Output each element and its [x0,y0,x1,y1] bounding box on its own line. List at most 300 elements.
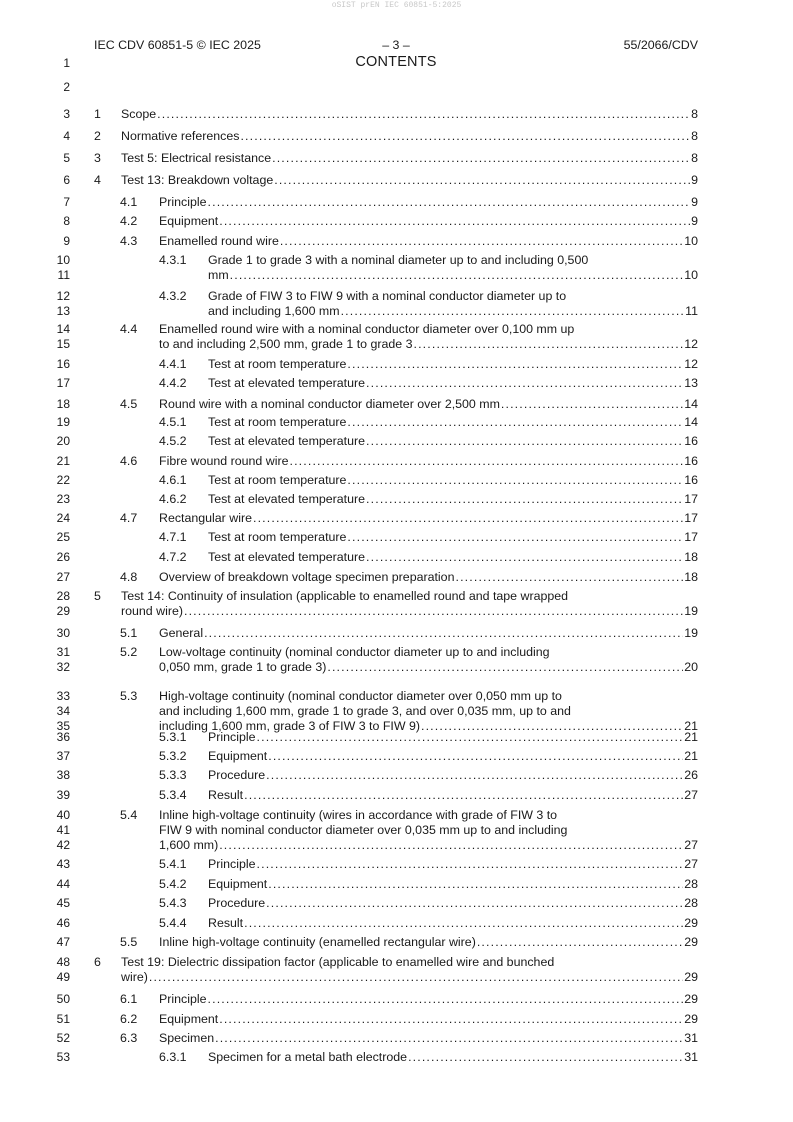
line-number: 44 [56,877,70,891]
toc-entry-text [208,749,698,764]
line-number: 16 [56,357,70,371]
line-number: 30 [56,626,70,640]
dot-leader [274,173,690,188]
toc-entry-title: Test at elevated temperature [208,492,366,506]
toc-entry-title-last-line [159,1012,698,1027]
toc-entry[interactable] [120,195,698,210]
dot-leader [347,357,683,372]
toc-entry-text [208,376,698,391]
toc-entry[interactable] [159,749,698,764]
toc-entry[interactable] [159,1050,698,1065]
toc-entry-title-last-line [159,660,698,675]
toc-entry-text [121,129,698,144]
line-number: 9 [63,234,70,248]
toc-entry-page: 28 [684,896,698,910]
line-number: 5 [63,151,70,165]
toc-entry-title: to and including 2,500 mm, grade 1 to grade 3 [159,337,413,351]
toc-entry-title-last-line [208,1050,698,1065]
toc-entry-title-line [159,645,698,660]
toc-entry-page: 14 [684,397,698,411]
toc-entry-page: 29 [684,992,698,1006]
toc-entry[interactable] [94,151,698,166]
toc-entry-page: 11 [685,304,698,318]
toc-entry-text [208,415,698,430]
toc-entry-page: 17 [684,492,698,506]
toc-entry-title-last-line [159,1031,698,1046]
toc-entry-title: Result [208,916,244,930]
toc-entry-title-last-line [208,916,698,931]
line-number: 27 [56,570,70,584]
toc-entry-number: 4.6 [120,454,138,468]
dot-leader [501,397,683,412]
toc-entry-text [208,730,698,745]
toc-entry-title: Enamelled round wire [159,234,279,248]
toc-entry-number: 5.4.2 [159,877,187,891]
toc-entry-number: 4.7.2 [159,550,187,564]
toc-entry-page: 18 [684,550,698,564]
toc-entry-text [208,289,698,319]
toc-entry-text [159,214,698,229]
toc-entry-title-last-line [159,337,698,352]
toc-entry[interactable] [159,916,698,931]
dot-leader [204,626,683,641]
dot-leader [244,788,683,803]
watermark: oSIST prEN IEC 60851-5:2025 [331,1,462,10]
toc-entry-title: Test at room temperature [208,415,347,429]
dot-leader [477,935,683,950]
toc-entry-title-last-line [208,530,698,545]
toc-entry-number: 4.1 [120,195,138,209]
toc-entry-text [121,151,698,166]
line-number: 25 [56,530,70,544]
toc-entry-title: wire) [121,970,148,984]
line-number: 35 [56,719,70,734]
line-number: 33 [56,689,70,703]
toc-entry-text [208,473,698,488]
toc-entry-page: 19 [684,626,698,640]
toc-entry-title: Principle [208,857,256,871]
toc-entry-title-last-line [208,415,698,430]
toc-entry-number: 5.1 [120,626,138,640]
dot-leader [230,268,684,283]
toc-entry-text [208,357,698,372]
toc-entry-page: 16 [684,473,698,487]
toc-entry-text [208,768,698,783]
toc-entry-title: Round wire with a nominal conductor diameter over 2,500 mm [159,397,500,411]
dot-leader [347,415,683,430]
toc-entry-page: 29 [684,916,698,930]
toc-entry-title-line [159,689,698,704]
line-number: 38 [56,768,70,782]
toc-entry[interactable] [94,107,698,122]
toc-title: CONTENTS [355,54,437,70]
toc-entry-number: 4.7.1 [159,530,187,544]
toc-entry-number: 4.6.1 [159,473,187,487]
toc-entry-title: Low-voltage continuity (nominal conductor diameter up to and including [159,645,550,659]
toc-entry-number: 4.5.2 [159,434,187,448]
toc-entry[interactable] [159,550,698,565]
line-number: 8 [63,214,70,228]
toc-entry-title: Result [208,788,244,802]
toc-entry-title-last-line [208,768,698,783]
toc-entry-title: Equipment [159,1012,219,1026]
toc-entry-title-line [121,589,698,604]
toc-entry-title-last-line [121,173,698,188]
dot-leader [414,337,684,352]
toc-entry[interactable] [159,730,698,745]
dot-leader [257,857,684,872]
line-number: 19 [56,415,70,429]
toc-entry-text [208,877,698,892]
line-number: 29 [56,604,70,619]
toc-entry-title-last-line [159,511,698,526]
toc-entry-text [208,896,698,911]
dot-leader [366,376,683,391]
toc-entry-number: 5.3 [120,689,138,703]
toc-entry-text [159,511,698,526]
toc-entry[interactable] [94,589,698,619]
dot-leader [215,1031,683,1046]
toc-entry-number: 6.2 [120,1012,138,1026]
toc-entry-number: 6.1 [120,992,138,1006]
line-number: 28 [56,589,70,603]
line-number: 41 [56,823,70,838]
toc-entry[interactable] [94,955,698,985]
dot-leader [219,838,683,853]
toc-entry-number: 4.7 [120,511,138,525]
toc-entry-number: 5.4 [120,808,138,822]
toc-entry-text [159,689,698,734]
dot-leader [266,896,683,911]
toc-entry-title: Inline high-voltage continuity (wires in accordance with grade of FIW 3 to [159,808,558,822]
toc-entry-number: 5.2 [120,645,138,659]
line-number: 53 [56,1050,70,1064]
toc-entry-title-last-line [208,376,698,391]
toc-entry[interactable] [120,808,698,854]
line-number: 36 [56,730,70,744]
toc-entry-number: 4.6.2 [159,492,187,506]
dot-leader [341,304,685,319]
toc-entry-text [208,788,698,803]
toc-entry-page: 29 [684,970,698,984]
toc-entry-number: 3 [94,151,101,165]
toc-entry-title-last-line [159,454,698,469]
line-number: 13 [56,304,70,319]
toc-entry-number: 2 [94,129,101,143]
line-number: 40 [56,808,70,822]
toc-entry-title-line [159,823,698,838]
toc-entry-number: 4.3.1 [159,253,187,267]
toc-entry[interactable] [159,530,698,545]
toc-entry[interactable] [159,415,698,430]
toc-entry-text [208,857,698,872]
toc-entry[interactable] [94,129,698,144]
toc-entry-title-last-line [159,935,698,950]
toc-entry-page: 29 [684,1012,698,1026]
toc-entry-title-last-line [208,550,698,565]
line-number: 15 [56,337,70,352]
toc-entry-title: Test at elevated temperature [208,550,366,564]
toc-entry-title-last-line [208,357,698,372]
toc-entry-text [208,253,698,283]
toc-entry-title: Grade 1 to grade 3 with a nominal diameter up to and including 0,500 [208,253,589,267]
line-number: 1 [63,56,70,70]
dot-leader [219,214,690,229]
line-number: 22 [56,473,70,487]
toc-entry-title: Grade of FIW 3 to FIW 9 with a nominal conductor diameter up to [208,289,567,303]
toc-entry[interactable] [159,357,698,372]
toc-entry-text [159,808,698,853]
toc-entry[interactable] [159,289,698,319]
dot-leader [366,550,683,565]
toc-entry-page: 9 [691,195,698,209]
toc-entry-title-last-line [121,970,698,985]
toc-entry-page: 19 [684,604,698,618]
line-number: 47 [56,935,70,949]
toc-entry[interactable] [120,645,698,675]
toc-entry-page: 21 [684,719,698,733]
line-number: 23 [56,492,70,506]
toc-entry-title: Test at room temperature [208,473,347,487]
toc-entry-text [121,955,698,985]
toc-entry-title-last-line [159,992,698,1007]
toc-entry-number: 5.4.4 [159,916,187,930]
toc-entry-page: 27 [684,788,698,802]
toc-entry-title: FIW 9 with nominal conductor diameter over 0,035 mm up to and including [159,823,568,837]
dot-leader [157,107,690,122]
toc-entry-title-last-line [208,473,698,488]
toc-entry-title-last-line [159,397,698,412]
toc-entry-number: 6.3 [120,1031,138,1045]
line-number: 50 [56,992,70,1006]
toc-entry-title: Test at elevated temperature [208,434,366,448]
toc-entry-title-last-line [159,570,698,585]
toc-entry-title: 0,050 mm, grade 1 to grade 3) [159,660,327,674]
line-number: 7 [63,195,70,209]
line-number: 49 [56,970,70,985]
toc-entry-number: 5 [94,589,101,603]
toc-entry[interactable] [159,857,698,872]
toc-entry[interactable] [159,877,698,892]
toc-entry-page: 31 [684,1031,698,1045]
line-number: 34 [56,704,70,719]
toc-entry-page: 21 [684,730,698,744]
toc-entry-page: 20 [684,660,698,674]
toc-entry-text [159,234,698,249]
toc-entry-page: 8 [691,107,698,121]
toc-entry-title: and including 1,600 mm [208,304,340,318]
toc-entry-text [208,530,698,545]
toc-entry-number: 4.5.1 [159,415,187,429]
toc-entry-page: 17 [684,511,698,525]
toc-entry-title-last-line [121,604,698,619]
toc-entry-title-line [159,808,698,823]
line-number: 43 [56,857,70,871]
toc-entry-page: 16 [684,434,698,448]
toc-entry-title-last-line [208,268,698,283]
toc-entry-number: 6.3.1 [159,1050,187,1064]
dot-leader [257,730,684,745]
toc-entry-title-last-line [159,234,698,249]
toc-entry-title: Equipment [208,877,268,891]
dot-leader [272,151,690,166]
line-number: 26 [56,550,70,564]
toc-entry-page: 12 [684,357,698,371]
line-number: 2 [63,80,70,94]
line-number: 48 [56,955,70,969]
line-number: 24 [56,511,70,525]
dot-leader [268,749,683,764]
toc-entry-number: 6 [94,955,101,969]
toc-entry-title: Principle [208,730,256,744]
toc-entry-title: Specimen for a metal bath electrode [208,1050,408,1064]
toc-entry-number: 4.3 [120,234,138,248]
dot-leader [208,992,684,1007]
dot-leader [347,530,683,545]
toc-entry-title-line [159,704,698,719]
toc-entry[interactable] [159,253,698,283]
toc-entry-number: 4.4 [120,322,138,336]
dot-leader [253,511,683,526]
toc-entry-text [159,322,698,352]
toc-entry-title: Equipment [159,214,219,228]
line-number: 51 [56,1012,70,1026]
toc-entry-page: 10 [684,234,698,248]
toc-entry-title: Test 14: Continuity of insulation (applicable to enamelled round and tape wrapped [121,589,569,603]
toc-entry[interactable] [120,397,698,412]
toc-entry-title-line [208,253,698,268]
header-doc-id: IEC CDV 60851-5 © IEC 2025 [94,38,261,52]
dot-leader [149,970,683,985]
toc-entry-title: Principle [159,195,207,209]
toc-entry-number: 4.4.1 [159,357,187,371]
toc-entry-number: 4.3.2 [159,289,187,303]
toc-entry[interactable] [120,322,698,352]
toc-entry-text [121,589,698,619]
toc-entry-title: Test at elevated temperature [208,376,366,390]
toc-entry[interactable] [159,768,698,783]
dot-leader [240,129,690,144]
toc-entry[interactable] [120,234,698,249]
toc-entry-title-last-line [208,857,698,872]
toc-entry[interactable] [159,376,698,391]
toc-entry-title-last-line [159,838,698,853]
toc-entry[interactable] [120,1031,698,1046]
toc-entry[interactable] [120,214,698,229]
dot-leader [408,1050,683,1065]
line-number: 32 [56,660,70,675]
toc-entry-title: Test at room temperature [208,530,347,544]
line-number: 4 [63,129,70,143]
toc-entry-number: 4.8 [120,570,138,584]
toc-entry-page: 26 [684,768,698,782]
toc-entry-text [208,434,698,449]
line-number: 18 [56,397,70,411]
toc-entry[interactable] [159,434,698,449]
toc-entry-text [208,1050,698,1065]
line-number: 39 [56,788,70,802]
toc-entry-title: Test at room temperature [208,357,347,371]
toc-entry-title-last-line [208,877,698,892]
header-doc-ref: 55/2066/CDV [623,38,698,52]
toc-entry-number: 5.4.3 [159,896,187,910]
toc-entry-page: 31 [684,1050,698,1064]
toc-entry[interactable] [94,173,698,188]
toc-entry-page: 10 [684,268,698,282]
toc-entry[interactable] [120,570,698,585]
toc-entry-title: Rectangular wire [159,511,252,525]
toc-entry-title-line [121,955,698,970]
toc-entry-number: 5.3.2 [159,749,187,763]
toc-entry-title: Enamelled round wire with a nominal conductor diameter over 0,100 mm up [159,322,575,336]
toc-entry[interactable] [159,473,698,488]
toc-entry-title-last-line [208,492,698,507]
dot-leader [219,1012,683,1027]
toc-entry-number: 5.5 [120,935,138,949]
toc-entry-title: Fibre wound round wire [159,454,289,468]
line-number: 10 [56,253,70,267]
toc-entry-number: 4.5 [120,397,138,411]
toc-entry-text [208,916,698,931]
toc-entry-page: 8 [691,151,698,165]
toc-entry-text [159,1012,698,1027]
toc-entry-title: Test 19: Dielectric dissipation factor (applicable to enamelled wire and bunched [121,955,555,969]
toc-entry[interactable] [120,992,698,1007]
toc-entry-title-last-line [208,896,698,911]
toc-entry-text [208,492,698,507]
toc-entry[interactable] [120,689,698,735]
dot-leader [208,195,691,210]
toc-entry-title: Specimen [159,1031,215,1045]
line-number: 20 [56,434,70,448]
toc-entry[interactable] [159,788,698,803]
toc-entry[interactable] [120,511,698,526]
toc-entry-page: 28 [684,877,698,891]
toc-entry-title-last-line [208,434,698,449]
toc-entry[interactable] [120,1012,698,1027]
toc-entry[interactable] [120,935,698,950]
toc-entry[interactable] [159,896,698,911]
dot-leader [366,434,683,449]
toc-entry-text [159,645,698,675]
toc-entry-title-last-line [121,129,698,144]
line-number: 31 [56,645,70,659]
toc-entry-title-last-line [121,151,698,166]
toc-entry[interactable] [120,626,698,641]
header-page-number: – 3 – [382,38,410,52]
toc-entry-page: 18 [684,570,698,584]
toc-entry[interactable] [120,454,698,469]
toc-entry-page: 9 [691,214,698,228]
toc-entry-title-line [208,289,698,304]
toc-entry-text [121,173,698,188]
toc-entry-number: 4.2 [120,214,138,228]
line-number: 21 [56,454,70,468]
line-number: 17 [56,376,70,390]
toc-entry-number: 5.3.3 [159,768,187,782]
toc-entry-title: Test 13: Breakdown voltage [121,173,274,187]
toc-entry-page: 14 [684,415,698,429]
toc-entry-title: Normative references [121,129,240,143]
toc-entry-text [159,626,698,641]
dot-leader [327,660,683,675]
toc-entry[interactable] [159,492,698,507]
dot-leader [455,570,683,585]
toc-entry-title: Inline high-voltage continuity (enamelled rectangular wire) [159,935,476,949]
toc-entry-title: Overview of breakdown voltage specimen preparation [159,570,455,584]
toc-entry-page: 21 [684,749,698,763]
dot-leader [244,916,683,931]
